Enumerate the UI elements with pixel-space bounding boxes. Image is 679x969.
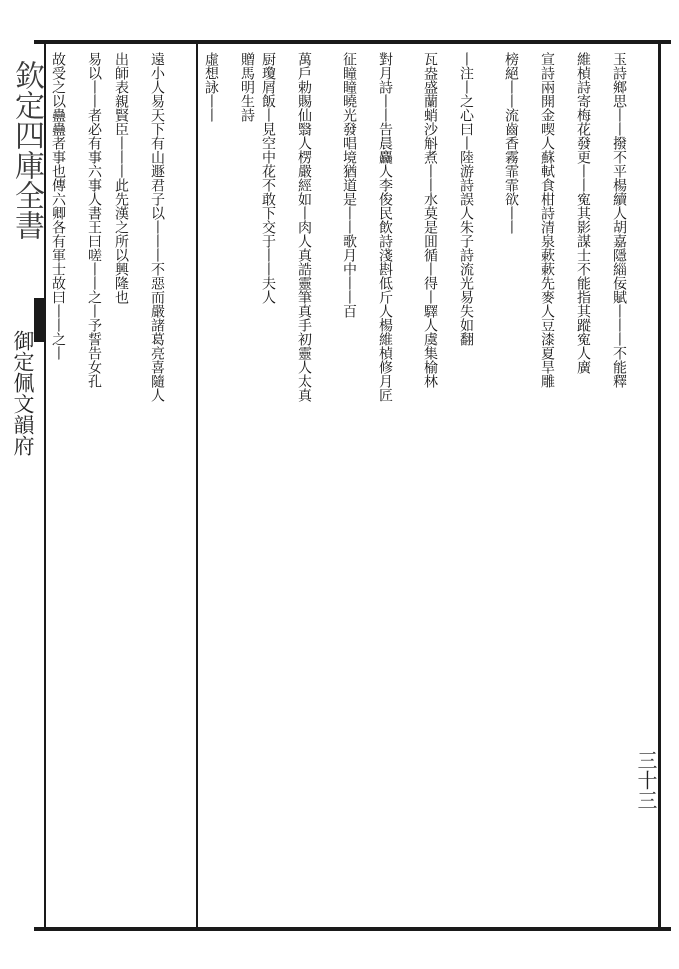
text-column: 征瞳瞳曉光發唱境猶道是丨丨歌月中丨丨百 <box>341 52 357 318</box>
text-column: 榜絕丨丨流齒香霧霏霏欲丨丨 <box>503 52 519 234</box>
spine-title: 欽定四庫全書 <box>9 60 44 240</box>
text-column: 對月詩丨丨告晨麤人李俊民飲詩淺斟低斤人楊維楨修月匠 <box>377 52 393 402</box>
text-column: 虛想詠丨丨 <box>203 52 219 122</box>
spine-subtitle: 御定佩文韻府 <box>11 330 35 456</box>
page-number: 三十三 <box>634 750 658 810</box>
text-column: 出師表親賢臣丨丨丨此先漢之所以興隆也 <box>113 52 129 304</box>
text-column: 萬戶勅賜仙翳人楞嚴經如丨肉人真誥靈筆真手初靈人太真 <box>296 52 312 402</box>
text-column: 故受之以蠱蠱者事也傳六卿各有軍士故曰丨丨之丨 <box>50 52 66 360</box>
text-column: 宣詩兩開金喫人蘇軾食柑詩清泉蔌蔌先麥人豆漆夏旱雕 <box>539 52 555 388</box>
text-column: 丨注丨之心曰丨陸游詩誤人朱子詩流光易失如翻 <box>458 52 474 346</box>
text-column: 贈馬明生詩 <box>239 52 255 122</box>
text-column: 遠小人易天下有山遯君子以丨丨丨不惡而嚴諸葛亮喜隨人 <box>149 52 165 402</box>
text-column: 瓦盎盛蘭蛸沙斛煮丨丨水莫是囬循丨得丨驛人虞集榆林 <box>422 52 438 388</box>
text-column: 易以丨丨者必有事六事人書王曰嗟丨丨之丨予誓告女孔 <box>86 52 102 388</box>
bottom-border <box>34 927 671 931</box>
text-column: 玉詩鄉思丨丨撥不平楊續人胡嘉隱緇佞賦丨丨丨不能釋 <box>611 52 627 388</box>
text-column: 厨瓊屑飯丨見空中花不敢下交于丨丨夫人 <box>260 52 276 304</box>
section-divider <box>196 44 198 927</box>
top-border <box>34 40 671 44</box>
text-column: 維楨詩寄梅花發更丨丨寃其影謀士不能指其蹤寃人廣 <box>575 52 591 374</box>
